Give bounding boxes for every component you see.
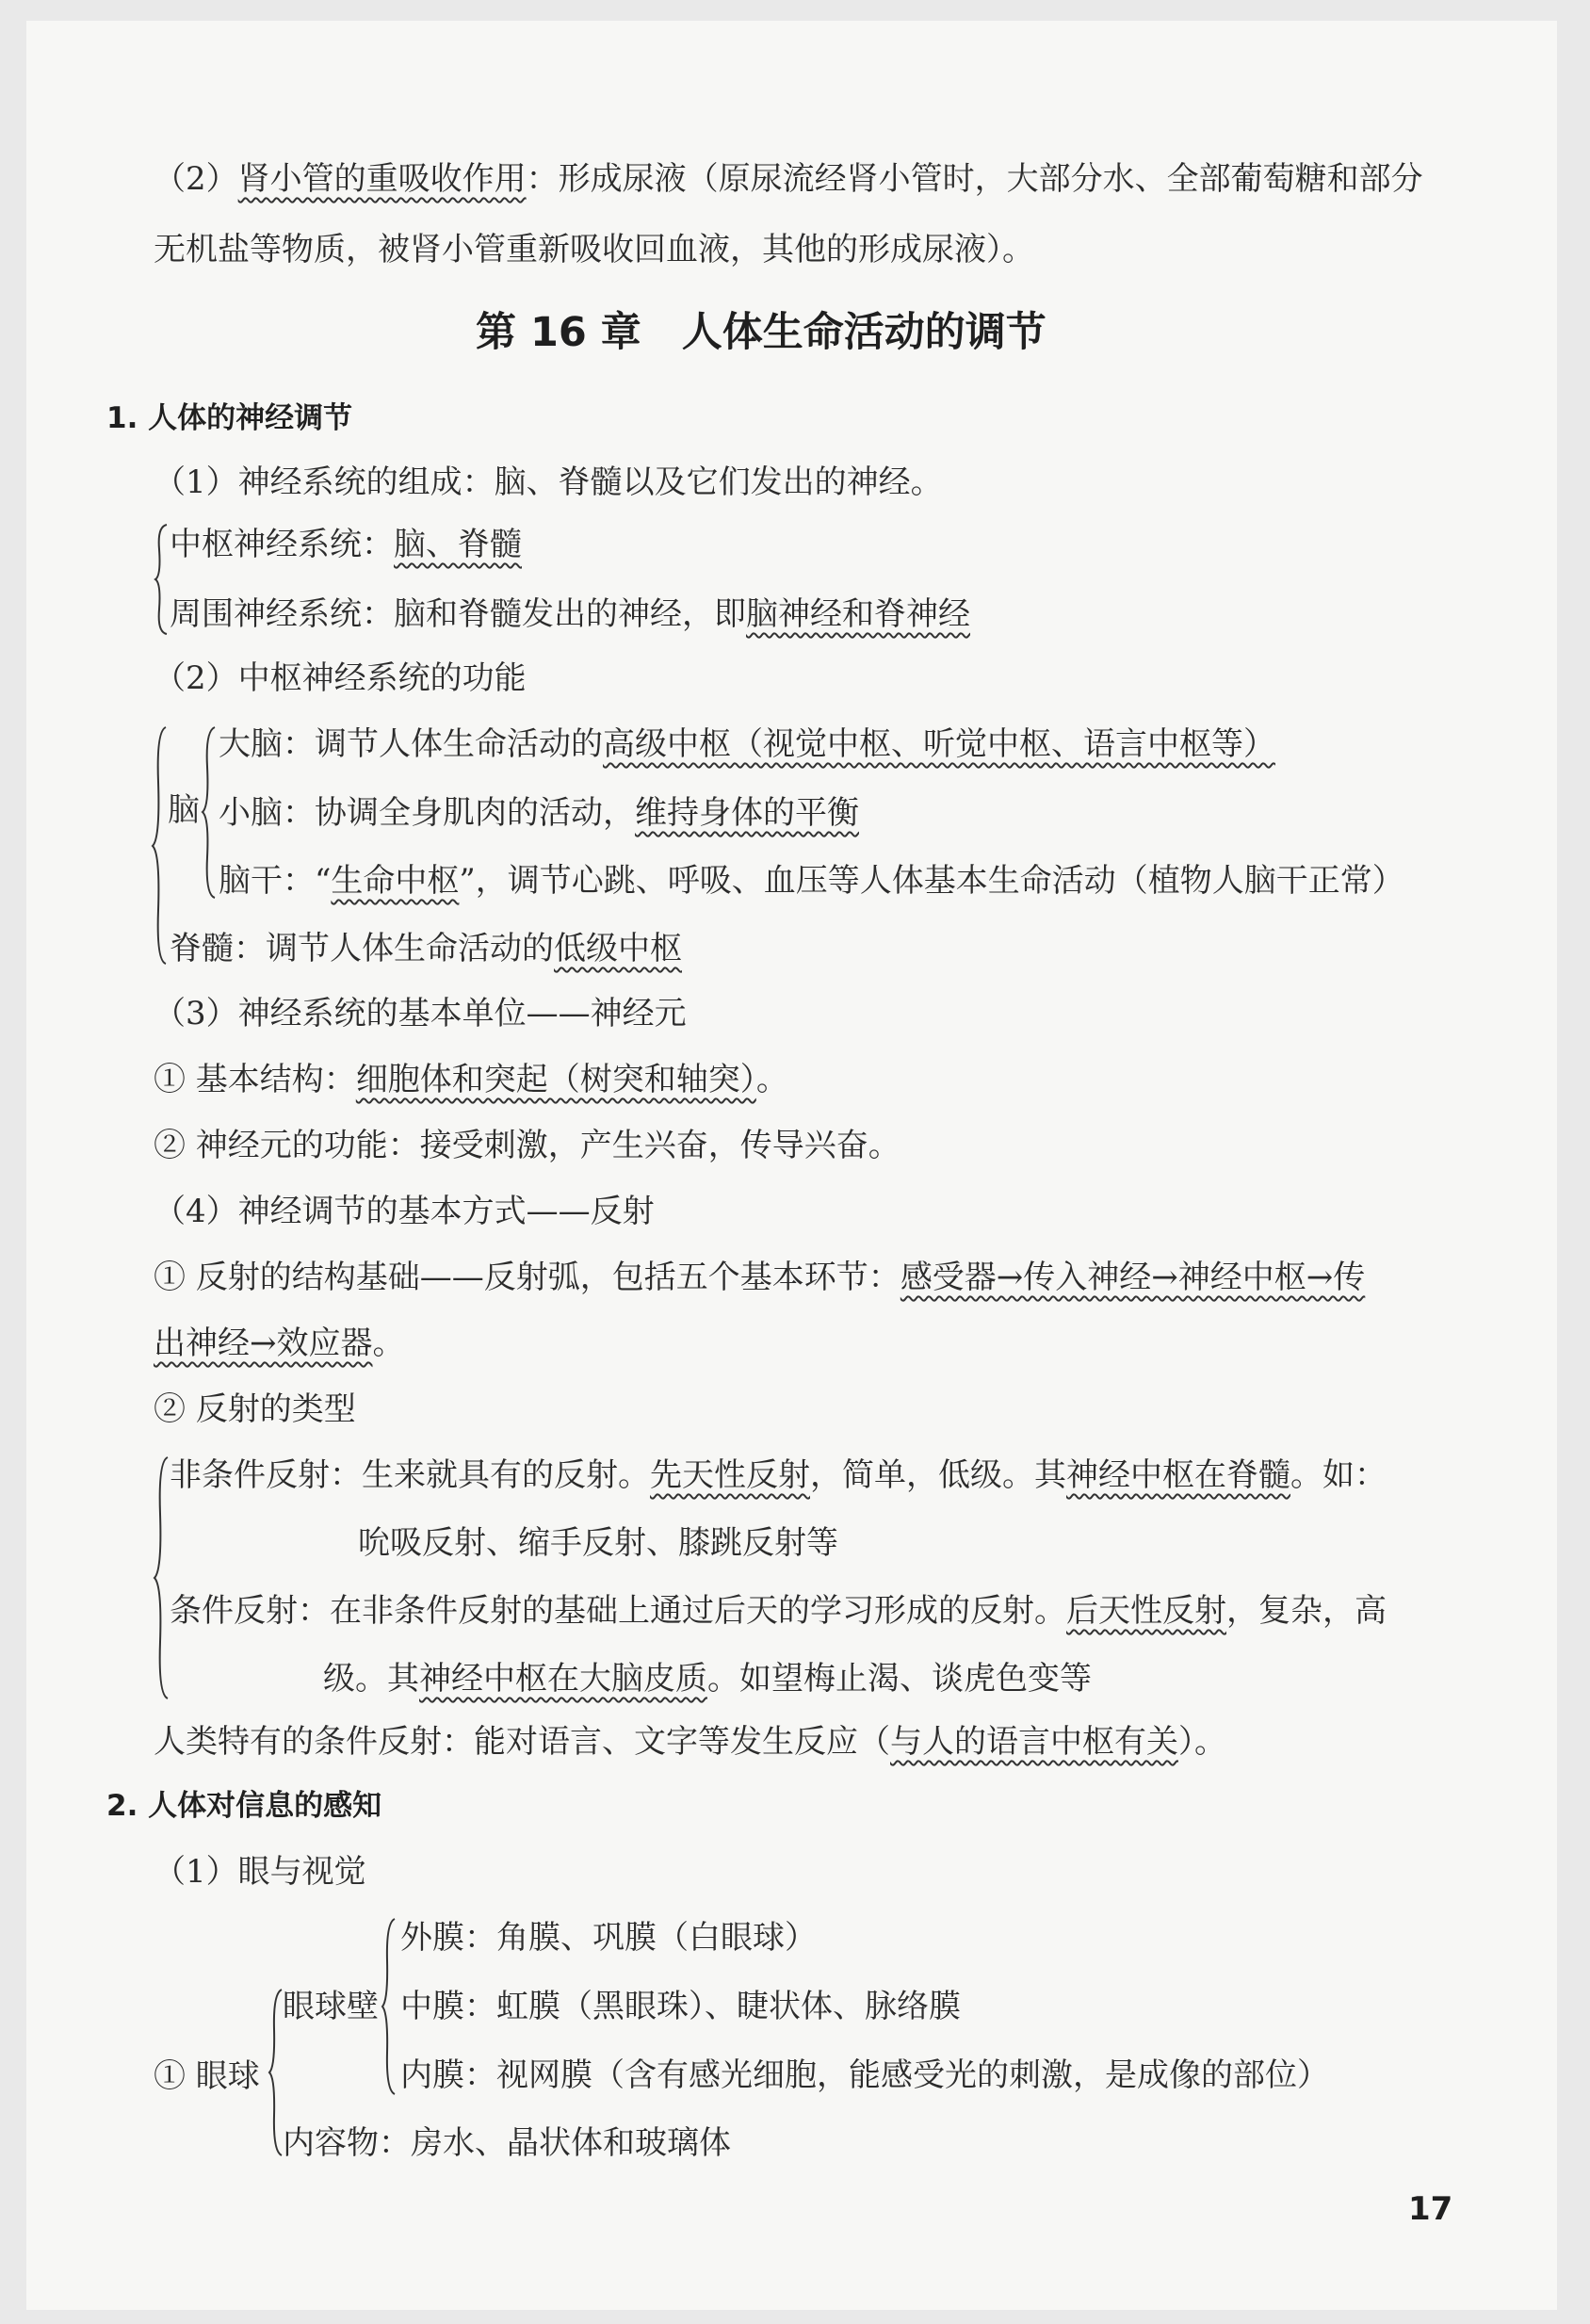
spinal-cord-line: 脊髓：调节人体生命活动的低级中枢 (170, 930, 682, 967)
unconditioned-reflex-line-1: 非条件反射：生来就具有的反射。先天性反射，简单，低级。其神经中枢在脊髓。如： (170, 1456, 1387, 1494)
brace-brain (202, 725, 219, 900)
inner-layer-line: 内膜：视网膜（含有感光细胞，能感受光的刺激，是成像的部位） (400, 2056, 1329, 2094)
brace-reflex-types (153, 1455, 171, 1700)
section-heading-1: 1. 人体的神经调节 (106, 401, 353, 435)
cerebellum-line: 小脑：协调全身肌肉的活动，维持身体的平衡 (219, 794, 859, 832)
brainstem-line: 脑干：“生命中枢”，调节心跳、呼吸、血压等人体基本生命活动（植物人脑干正常） (219, 862, 1404, 900)
brace-cns-function (151, 725, 170, 966)
reflex-types-line: ② 反射的类型 (154, 1390, 356, 1428)
eyeball-contents-line: 内容物：房水、晶状体和玻璃体 (283, 2124, 731, 2162)
chapter-title: 第 16 章 人体生命活动的调节 (476, 309, 1046, 356)
eyeball-label: ① 眼球 (154, 2057, 260, 2095)
cerebrum-line: 大脑：调节人体生命活动的高级中枢（视觉中枢、听觉中枢、语言中枢等） (219, 725, 1275, 763)
neuron-function-line: ② 神经元的功能：接受刺激，产生兴奋，传导兴奋。 (154, 1127, 900, 1164)
paragraph-neuron: （3）神经系统的基本单位——神经元 (154, 995, 687, 1032)
reflex-arc-line-2: 出神经→效应器。 (154, 1325, 405, 1362)
middle-layer-line: 中膜：虹膜（黑眼珠）、睫状体、脉络膜 (400, 1988, 961, 2025)
neuron-structure-line: ① 基本结构：细胞体和突起（树突和轴突）。 (154, 1061, 788, 1098)
eyeball-wall-label: 眼球壁 (283, 1988, 379, 2025)
cns-line: 中枢神经系统：脑、脊髓 (170, 526, 522, 563)
unconditioned-reflex-line-2: 吮吸反射、缩手反射、膝跳反射等 (358, 1524, 838, 1562)
intro-line-1: （2）肾小管的重吸收作用：形成尿液（原尿流经肾小管时，大部分水、全部葡萄糖和部分 (154, 160, 1423, 198)
brace-eyeball-wall (381, 1917, 398, 2096)
paragraph-nervous-system-composition: （1）神经系统的组成：脑、脊髓以及它们发出的神经。 (154, 463, 943, 501)
section-heading-2: 2. 人体对信息的感知 (106, 1789, 382, 1823)
outer-layer-line: 外膜：角膜、巩膜（白眼球） (400, 1919, 817, 1957)
reflex-arc-line-1: ① 反射的结构基础——反射弧，包括五个基本环节：感受器→传入神经→神经中枢→传 (154, 1259, 1366, 1296)
intro-line-2: 无机盐等物质，被肾小管重新吸收回血液，其他的形成尿液）。 (154, 231, 1034, 268)
pns-line: 周围神经系统：脑和脊髓发出的神经，即脑神经和脊神经 (170, 595, 970, 633)
paragraph-cns-function: （2）中枢神经系统的功能 (154, 659, 527, 697)
textbook-page (26, 21, 1557, 2310)
page-number: 17 (1408, 2190, 1453, 2228)
conditioned-reflex-line-2: 级。其神经中枢在大脑皮质。如望梅止渴、谈虎色变等 (323, 1660, 1092, 1698)
conditioned-reflex-line-1: 条件反射：在非条件反射的基础上通过后天的学习形成的反射。后天性反射，复杂，高 (170, 1592, 1387, 1630)
brain-label: 脑 (168, 791, 200, 829)
human-specific-reflex-line: 人类特有的条件反射：能对语言、文字等发生反应（与人的语言中枢有关）。 (154, 1723, 1226, 1761)
paragraph-eye-vision: （1）眼与视觉 (154, 1853, 366, 1891)
paragraph-reflex: （4）神经调节的基本方式——反射 (154, 1193, 655, 1230)
